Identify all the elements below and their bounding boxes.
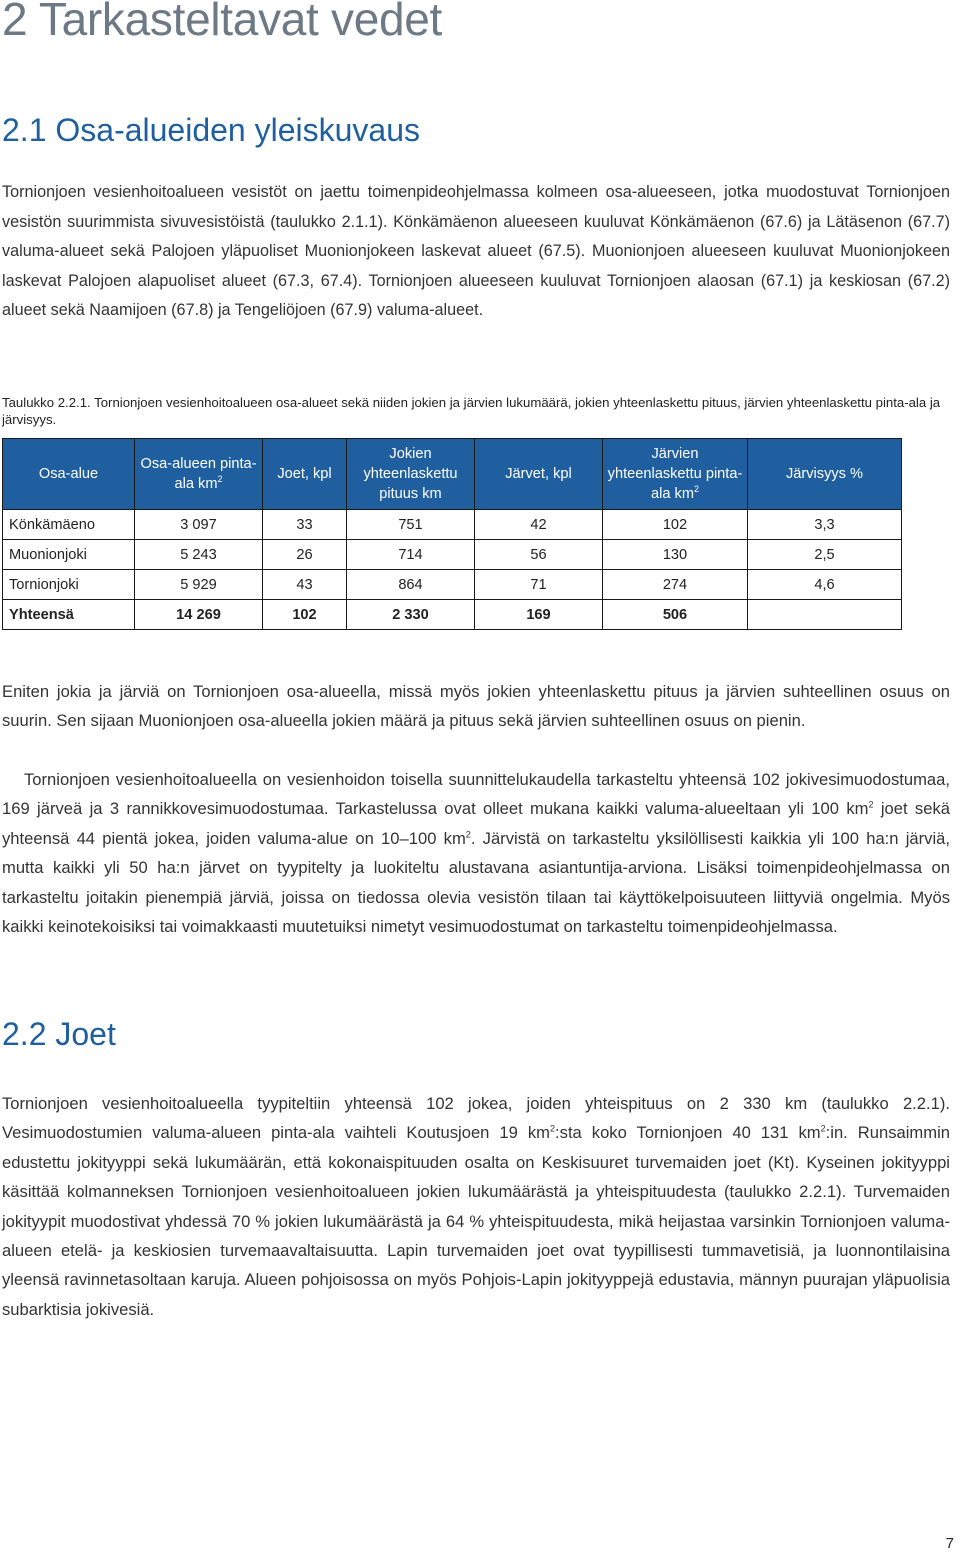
cell-length: 864 [347,570,475,600]
chapter-heading: 2 Tarkasteltavat vedet [2,0,443,45]
cell-name: Könkämäeno [3,510,135,540]
table-row [3,570,902,600]
sub-areas-table [2,438,902,630]
cell-lakes: 169 [475,600,603,630]
table-row [3,540,902,570]
page-number: 7 [945,1535,954,1552]
cell-rivers: 33 [263,510,347,540]
rivers-paragraph: Tornionjoen vesienhoitoalueella tyypiteltiin yhteensä 102 jokea, joiden yhteispituus on 2 330 km (taulukko 2.2.1). Vesimuodostumien valuma-alueen pinta-ala vaihteli Koutusjoen 19 $km^2:sta$ koko Tornionjoen 40 131 $km^2:in$. Runsaimmin edustettu jokityyppi sekä lukumäärän, että kokonaispituuden osalta on Keskisuuret turvemaiden joet (Kt). Kyseinen jokityyppi käsittää kolmanneksen Tornionjoen vesienhoitoalueen jokien lukumäärästä ja yhteispituudesta (taulukko 2.2.1). Turvemaiden jokityypit muodostivat yhdessä 70 % jokien lukumäärästä ja 64 % yhteispituudesta, mikä heijastaa varsinkin Tornionjoen valuma-alueen etelä- ja keskiosien turvemaavaltaisuutta. Lapin turvemaiden joet ovat tyypillisesti tummavetisiä, ja luonnontilaisina yleensä ravinnetasoltaan karuja. Alueen pohjoisossa on myös Pohjois-Lapin jokityyppejä edustavia, männyn puurajan yläpuolisia subarktisia jokivesiä. [2,1094,950,1319]
table-caption: Taulukko 2.2.1. Tornionjoen vesienhoitoalueen osa-alueet sekä niiden jokien ja järvien lukumäärä, jokien yhteenlaskettu pituus, järvien yhteenlaskettu pinta-ala ja järvisyys. [2,395,941,427]
cell-lakeness: 4,6 [748,570,902,600]
header-rivers: Joet, kpl [263,439,347,510]
cell-lakes: 71 [475,570,603,600]
cell-lake-area: 506 [603,600,748,630]
cell-area: 5 243 [135,540,263,570]
table-header-row [3,439,902,510]
assessment-paragraph: Tornionjoen vesienhoitoalueella on vesienhoidon toisella suunnittelukaudella tarkasteltu yhteensä 102 jokivesimuodostumaa, 169 järveä ja 3 rannikkovesimuodostumaa. Tarkastelussa ovat olleet mukana kaikki valuma-alueeltaan yli 100 $km^2$ joet sekä yhteensä 44 pientä jokea, joiden valuma-alue on 10–100 $km^2$. Järvistä on tarkasteltu yksilöllisesti kaikkia yli 100 ha:n järviä, mutta kaikki yli 50 ha:n järvet on tyypitelty ja luokiteltu alustavana asiantuntija-arviona. Lisäksi toimenpideohjelmassa on tarkasteltu joitakin pienempiä järviä, joissa on tiedossa olevia vesistön tilaan tai käyttökelpoisuuteen liittyviä ongelmia. Myös kaikki keinotekoisiksi tai voimakkaasti muutetuiksi nimetyt vesimuodostumat on tarkasteltu toimenpideohjelmassa. [2,770,951,937]
header-lakeness: Järvisyys % [748,439,902,510]
header-river-length: Jokien yhteenlaskettu pituus km [347,439,475,510]
cell-area: 3 097 [135,510,263,540]
cell-area: 14 269 [135,600,263,630]
summary-paragraph: Eniten jokia ja järviä on Tornionjoen osa-alueella, missä myös jokien yhteenlaskettu pituus ja järvien suhteellinen osuus on suurin. Sen sijaan Muonionjoen osa-alueella jokien määrä ja pituus sekä järvien suhteellinen osuus on pienin. [2,682,950,731]
intro-paragraph: Tornionjoen vesienhoitoalueen vesistöt on jaettu toimenpideohjelmassa kolmeen osa-alueeseen, jotka muodostuvat Tornionjoen vesistön suurimmista sivuvesistöistä (taulukko 2.1.1). Könkämäenon alueeseen kuuluvat Könkämäenon (67.6) ja Lätäsenon (67.7) valuma-alueet sekä Palojoen yläpuoliset Muonionjokeen laskevat alueet (67.5). Muonionjoen alueeseen kuuluvat Muonionjokeen laskevat Palojoen alapuoliset alueet (67.3, 67.4). Tornionjoen alueeseen kuuluvat Tornionjoen alaosan (67.1) ja keskiosan (67.2) alueet sekä Naamijoen (67.8) ja Tengeliöjoen (67.9) valuma-alueet. [2,183,950,319]
cell-length: 2 330 [347,600,475,630]
cell-lake-area: 130 [603,540,748,570]
cell-name: Muonionjoki [3,540,135,570]
cell-length: 751 [347,510,475,540]
cell-name: Yhteensä [3,600,135,630]
cell-lakes: 42 [475,510,603,540]
cell-area: 5 929 [135,570,263,600]
section-heading-2-1: 2.1 Osa-alueiden yleiskuvaus [2,112,421,148]
cell-lakeness [748,600,902,630]
cell-name: Tornionjoki [3,570,135,600]
cell-rivers: 102 [263,600,347,630]
cell-lakeness: 2,5 [748,540,902,570]
header-lakes: Järvet, kpl [475,439,603,510]
cell-lakeness: 3,3 [748,510,902,540]
header-area: Osa-alueen pinta-ala $km^2$ [135,439,263,510]
section-heading-2-2: 2.2 Joet [2,1016,116,1052]
table-total-row [3,600,902,630]
cell-length: 714 [347,540,475,570]
cell-lakes: 56 [475,540,603,570]
cell-rivers: 26 [263,540,347,570]
header-lake-area: Järvien yhteenlaskettu pinta-ala $km^2$ [603,439,748,510]
table-row [3,510,902,540]
cell-lake-area: 102 [603,510,748,540]
cell-rivers: 43 [263,570,347,600]
cell-lake-area: 274 [603,570,748,600]
header-osa-alue: Osa-alue [3,439,135,510]
